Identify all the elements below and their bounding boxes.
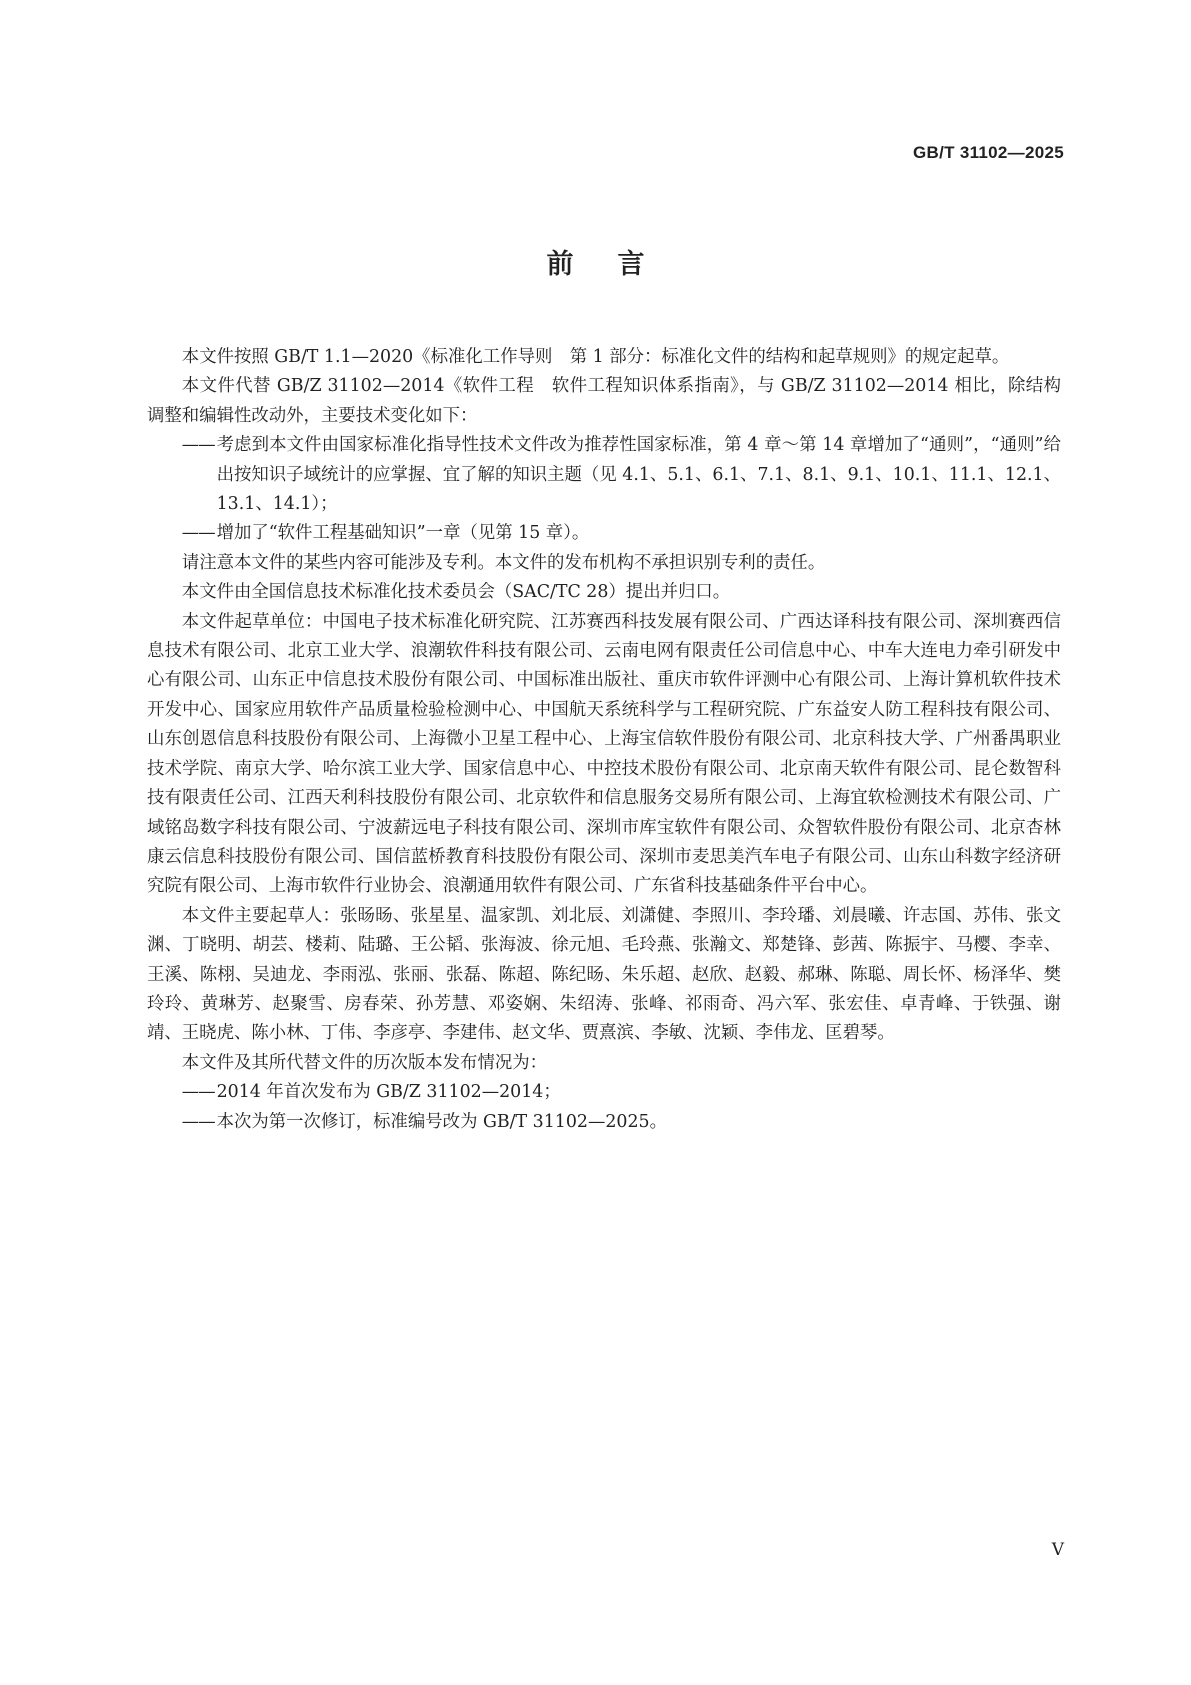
paragraph-drafting-units: 本文件起草单位：中国电子技术标准化研究院、江苏赛西科技发展有限公司、广西达译科技有限公司、深圳赛西信息技术有限公司、北京工业大学、浪潮软件科技有限公司、云南电网有限责任公司信息中心、中车大连电力牵引研发中心有限公司、山东正中信息技术股份有限公司、中国标准出版社、重庆市软件评测中心有限公司、上海计算机软件技术开发中心、国家应用软件产品质量检验检测中心、中国航天系统科学与工程研究院、广东益安人防工程科技有限公司、山东创恩信息科技股份有限公司、上海微小卫星工程中心、上海宝信软件股份有限公司、北京科技大学、广州番禺职业技术学院、南京大学、哈尔滨工业大学、国家信息中心、中控技术股份有限公司、北京南天软件有限公司、昆仑数智科技有限责任公司、江西天利科技股份有限公司、北京软件和信息服务交易所有限公司、上海宜软检测技术有限公司、广域铭岛数字科技有限公司、宁波薪远电子科技有限公司、深圳市库宝软件有限公司、众智软件股份有限公司、北京杏林康云信息科技股份有限公司、国信蓝桥教育科技股份有限公司、深圳市麦思美汽车电子有限公司、山东山科数字经济研究院有限公司、上海市软件行业协会、浪潮通用软件有限公司、广东省科技基础条件平台中心。 <box>147 611 1061 897</box>
change-item-basic-knowledge <box>147 519 1061 548</box>
standard-code: GB/T 31102—2025 <box>913 143 1064 162</box>
paragraph-drafters: 本文件主要起草人：张旸旸、张星星、温家凯、刘北辰、刘潇健、李照川、李玲璠、刘晨曦、许志国、苏伟、张文渊、丁晓明、胡芸、楼莉、陆璐、王公韬、张海波、徐元旭、毛玲燕、张瀚文、郑楚锋、彭茜、陈振宇、马樱、李幸、王溪、陈栩、吴迪龙、李雨泓、张丽、张磊、陈超、陈纪旸、朱乐超、赵欣、赵毅、郝琳、陈聪、周长怀、杨泽华、樊玲玲、黄琳芳、赵聚雪、房春荣、孙芳慧、邓姿娴、朱绍涛、张峰、祁雨奇、冯六军、张宏佳、卓青峰、于铁强、谢靖、王晓虎、陈小林、丁伟、李彦亭、李建伟、赵文华、贾熹滨、李敏、沈颖、李伟龙、匡碧琴。 <box>147 905 1061 1044</box>
change-item-text: 增加了“软件工程基础知识”一章（见第 15 章）。 <box>216 523 590 544</box>
history-item-text: 本次为第一次修订，标准编号改为 GB/T 31102—2025。 <box>216 1111 668 1132</box>
paragraph-proposer: 本文件由全国信息技术标准化技术委员会（SAC/TC 28）提出并归口。 <box>181 582 731 603</box>
page-number: V <box>1051 1540 1064 1560</box>
dash-marker: —— <box>181 435 215 456</box>
change-item-text: 考虑到本文件由国家标准化指导性技术文件改为推荐性国家标准，第 4 章～第 14 章增加了“通则”，“通则”给出按知识子域统计的应掌握、宜了解的知识主题（见 4.1、5.1、6.1、7.1、8.1、9.1、10.1、11.1、12.1、13.1、14.1）； <box>216 435 1061 515</box>
history-item-first-release <box>147 1078 1061 1107</box>
dash-marker: —— <box>181 1082 215 1103</box>
dash-marker: —— <box>181 1111 215 1132</box>
paragraph-version-history: 本文件及其所代替文件的历次版本发布情况为： <box>181 1052 548 1073</box>
paragraph-drafting-rules: 本文件按照 GB/T 1.1—2020《标准化工作导则 第 1 部分：标准化文件的结构和起草规则》的规定起草。 <box>181 347 1010 367</box>
paragraph-replacement: 本文件代替 GB/Z 31102—2014《软件工程 软件工程知识体系指南》，与 GB/Z 31102—2014 相比，除结构调整和编辑性改动外，主要技术变化如下： <box>147 376 1061 426</box>
paragraph-patent-notice: 请注意本文件的某些内容可能涉及专利。本文件的发布机构不承担识别专利的责任。 <box>181 552 826 573</box>
document-body <box>147 343 1061 1137</box>
change-item-general-rules <box>147 431 1061 519</box>
dash-marker: —— <box>181 523 215 544</box>
history-item-text: 2014 年首次发布为 GB/Z 31102—2014； <box>216 1082 561 1103</box>
history-item-revision <box>147 1108 1061 1137</box>
page-title: 前言 <box>546 249 689 280</box>
